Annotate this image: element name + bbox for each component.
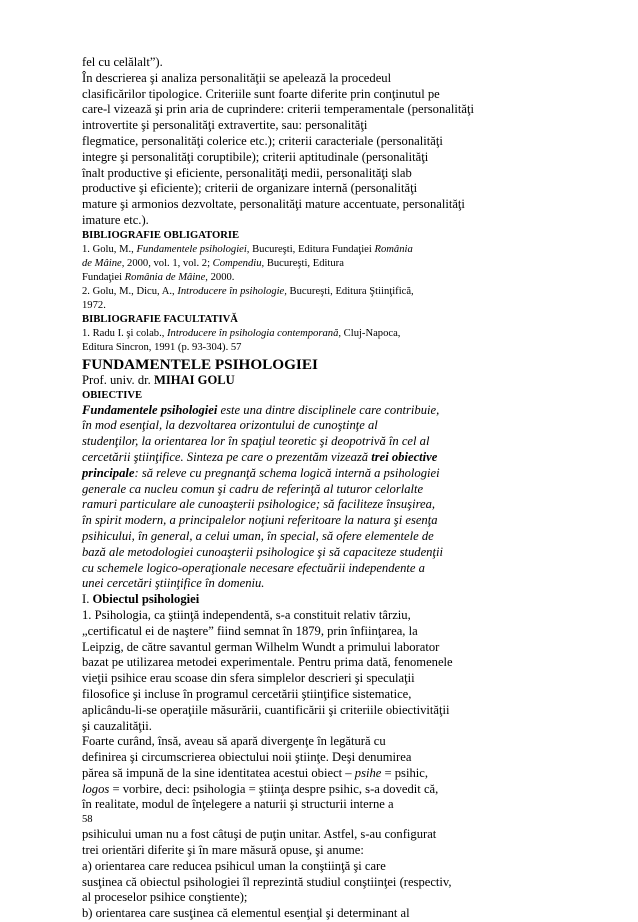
text-run: 2. Golu, M., Dicu, A., bbox=[82, 285, 178, 297]
text-run: 2000, vol. 1, vol. 2; bbox=[124, 257, 213, 269]
bibliography-entry bbox=[82, 285, 562, 299]
text-line: aplicându-li-se operaţiile măsurării, cuantificării şi criteriile obiectivităţii bbox=[82, 702, 450, 717]
text-line: înalt productive şi eficiente, personalităţi medii, personalităţi slab bbox=[82, 165, 412, 180]
text-run: Bucureşti, Editura Ştiinţifică, bbox=[286, 285, 414, 297]
text-line: filosofice şi incluse în programul cercetării ştiinţifice sistematice, bbox=[82, 686, 412, 701]
emphasis: trei obiective bbox=[371, 449, 438, 464]
text-line: mature şi armonios dezvoltate, personalităţi mature accentuate, personalităţi bbox=[82, 197, 465, 212]
text-line: productive şi eficiente); criterii de organizare internă (personalităţi bbox=[82, 181, 418, 196]
text-line: flegmatice, personalităţi colerice etc.); criterii caracteriale (personalităţi bbox=[82, 133, 443, 148]
text-line: psihicului uman nu a fost câtuşi de puţin unitar. Astfel, s-au configurat bbox=[82, 827, 437, 842]
text-line bbox=[82, 466, 562, 482]
bibliography-entry bbox=[82, 327, 562, 341]
text-run: = psihic, bbox=[381, 765, 428, 780]
publisher-name: România de Mâine bbox=[124, 271, 206, 283]
author-prefix: Prof. univ. dr. bbox=[82, 372, 154, 387]
text-line: imature etc.). bbox=[82, 212, 149, 227]
text-run: 1. Golu, M., bbox=[82, 243, 137, 255]
emphasis: principale bbox=[82, 465, 135, 480]
book-title: Introducere în psihologie, bbox=[177, 285, 287, 297]
text-run: părea să impună de la sine identitatea acestui obiect – bbox=[82, 765, 355, 780]
text-run: Bucureşti, Editura bbox=[264, 257, 344, 269]
text-line: vieţii psihice erau scoase din sfera simplelor descrieri şi speculaţii bbox=[82, 671, 415, 686]
bibliography-mandatory bbox=[82, 229, 562, 313]
text-run: : să releve cu pregnanţă schema logică internă a psihologiei bbox=[134, 465, 440, 480]
text-line: al proceselor psihice conştiente); bbox=[82, 890, 248, 905]
publisher-name: de Mâine, bbox=[82, 257, 125, 269]
bibliography-entry-cont: Editura Sincron, 1991 (p. 93-304). 57 bbox=[82, 341, 242, 353]
book-title: Fundamentele psihologiei, bbox=[136, 243, 250, 255]
text-line: definirea şi circumscrierea obiectului noii ştiinţe. Deşi denumirea bbox=[82, 750, 412, 765]
objectives-paragraph bbox=[82, 403, 562, 593]
text-line: psihicului, în general, a celui uman, în special, să ofere elementele de bbox=[82, 528, 434, 543]
text-line: care-l vizează şi prin aria de cuprindere: criterii temperamentale (personalităţi bbox=[82, 102, 474, 117]
text-line: studenţilor, la orientarea lor în spaţiul teoretic şi deopotrivă în cel al bbox=[82, 434, 430, 449]
book-title: Introducere în psihologia contemporană, bbox=[167, 327, 342, 339]
text-line: şi cauzalităţii. bbox=[82, 718, 152, 733]
text-run: = vorbire, deci: psihologia = ştiinţa despre psihic, s-a dovedit că, bbox=[109, 781, 439, 796]
section-title: Obiectul psihologiei bbox=[92, 592, 200, 607]
objectives-heading: OBIECTIVE bbox=[82, 389, 143, 401]
bibliography-entry-cont bbox=[82, 257, 562, 271]
bibliography-entry-cont bbox=[82, 271, 562, 285]
text-run: Fundaţiei bbox=[82, 271, 125, 283]
chapter-title: FUNDAMENTELE PSIHOLOGIEI bbox=[82, 355, 318, 373]
text-run: Bucureşti, Editura Fundaţiei bbox=[249, 243, 375, 255]
text-line: fel cu celălalt”). bbox=[82, 55, 163, 69]
text-line: „certificatul ei de naştere” fiind semnat în 1879, prin înfiinţarea, la bbox=[82, 623, 418, 638]
text-line: în spirit modern, a principalelor noţiuni referitoare la natura şi esenţa bbox=[82, 513, 438, 528]
text-line bbox=[82, 403, 562, 419]
chapter-author bbox=[82, 373, 562, 389]
text-run: cercetării ştiinţifice. Sinteza pe care o prezentăm vizează bbox=[82, 449, 372, 464]
section-heading bbox=[82, 592, 562, 608]
text-line: unei cercetări ştiinţifice în domeniu. bbox=[82, 576, 265, 591]
text-line: b) orientarea care susţinea că elementul esenţial şi determinant al bbox=[82, 906, 410, 921]
intro-paragraph bbox=[82, 55, 562, 229]
text-line: în realitate, modul de înţelegere a naturii şi structurii interne a bbox=[82, 797, 394, 812]
term: logos bbox=[82, 781, 110, 796]
text-line bbox=[82, 782, 562, 798]
text-line: Foarte curând, însă, aveau să apară divergenţe în legătură cu bbox=[82, 734, 386, 749]
author-name: MIHAI GOLU bbox=[153, 372, 235, 387]
text-line: introvertite şi personalităţi extravertite, sau: personalităţi bbox=[82, 118, 368, 133]
bibliography-entry bbox=[82, 243, 562, 257]
section-number: I. bbox=[82, 592, 93, 607]
text-line: a) orientarea care reducea psihicul uman la conştiinţă şi care bbox=[82, 858, 386, 873]
bibliography-mandatory-heading: BIBLIOGRAFIE OBLIGATORIE bbox=[82, 229, 240, 241]
text-line: clasificărilor tipologice. Criteriile sunt foarte diferite prin conţinutul pe bbox=[82, 86, 440, 101]
document-page bbox=[82, 55, 562, 922]
page-number: 58 bbox=[82, 814, 93, 826]
text-line: bază ale metodologiei cunoaşterii psihologice şi să capaciteze studenţii bbox=[82, 544, 443, 559]
text-run: 1. Radu I. şi colab., bbox=[82, 327, 168, 339]
bibliography-optional bbox=[82, 313, 562, 355]
text-line: bazat pe utilizarea metodei experimentale. Pentru prima dată, fenomenele bbox=[82, 655, 453, 670]
bibliography-entry-cont: 1972. bbox=[82, 299, 106, 311]
book-title: Compendiu, bbox=[212, 257, 265, 269]
publisher-name: România bbox=[374, 243, 413, 255]
text-run: Cluj-Napoca, bbox=[341, 327, 401, 339]
text-line: cu schemele logico-operaţionale necesare efectuării independente a bbox=[82, 560, 425, 575]
section-body bbox=[82, 608, 562, 922]
text-line: Leipzig, de către savantul german Wilhelm Wundt a primului laborator bbox=[82, 639, 440, 654]
text-run: este una dintre disciplinele care contribuie, bbox=[217, 402, 440, 417]
text-line: în mod esenţial, la dezvoltarea orizontului de cunoştinţe al bbox=[82, 418, 378, 433]
bibliography-optional-heading: BIBLIOGRAFIE FACULTATIVĂ bbox=[82, 313, 238, 325]
text-line: susţinea că obiectul psihologiei îl reprezintă studiul conştiinţei (respectiv, bbox=[82, 874, 452, 889]
text-line bbox=[82, 450, 562, 466]
text-run: , 2000. bbox=[205, 271, 235, 283]
text-line: integre şi personalităţi coruptibile); criterii aptitudinale (personalităţi bbox=[82, 149, 429, 164]
text-line: ramuri particulare ale cunoaşterii psihologice; să faciliteze însuşirea, bbox=[82, 497, 436, 512]
text-line: trei orientări diferite şi în mare măsură opuse, şi anume: bbox=[82, 843, 364, 858]
text-line: În descrierea şi analiza personalităţii se apelează la procedeul bbox=[82, 70, 392, 85]
emphasis: Fundamentele psihologiei bbox=[82, 402, 218, 417]
text-line bbox=[82, 766, 562, 782]
text-line: 1. Psihologia, ca ştiinţă independentă, s-a constituit relativ târziu, bbox=[82, 607, 411, 622]
text-line: generale ca nucleu comun şi cadru de referinţă al tuturor celorlalte bbox=[82, 481, 424, 496]
term: psihe bbox=[354, 765, 382, 780]
